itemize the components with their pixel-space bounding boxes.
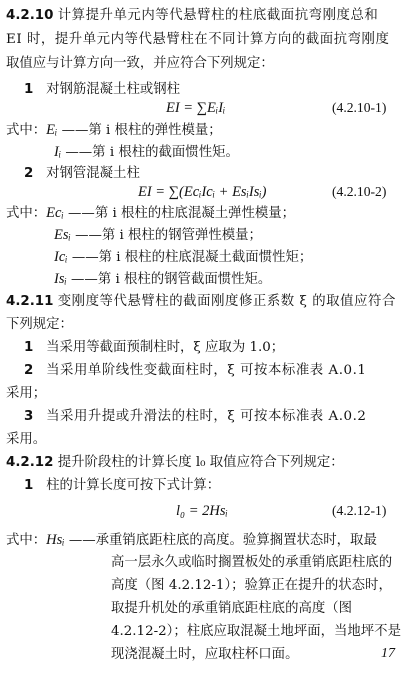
dash: —— <box>71 250 99 265</box>
where-line-hsi <box>6 529 407 551</box>
section-number: 4.2.10 <box>6 8 54 23</box>
dash: —— <box>68 533 96 548</box>
item-number: 1 <box>24 340 34 355</box>
symbol: Eᵢ <box>46 122 58 138</box>
section-4-2-11-line-1 <box>6 291 407 313</box>
symbol: Iᵢ <box>54 144 62 160</box>
dash: —— <box>71 272 98 287</box>
where-line-eci <box>6 202 407 224</box>
definition: 第 i 根柱的钢管截面惯性矩。 <box>97 272 272 287</box>
symbol: Esᵢ <box>54 227 71 243</box>
item-text: 对钢筋混凝土柱或钢柱 <box>46 82 181 97</box>
equation-formula: l₀ = 2Hsᵢ <box>176 503 228 519</box>
item-number: 3 <box>24 409 34 424</box>
symbol: Icᵢ <box>54 249 68 265</box>
paragraph-text: 变刚度等代悬臂柱的截面刚度修正系数 ξ 的取值应符合 <box>57 294 396 309</box>
definition-continuation-3: 取提升机处的承重销底距柱底的高度（图 <box>111 601 353 616</box>
paragraph-text: 提升阶段柱的计算长度 l₀ 取值应符合下列规定： <box>57 455 344 470</box>
symbol: Isᵢ <box>54 271 67 287</box>
where-prefix: 式中： <box>6 533 47 548</box>
item-text: 当采用单阶线性变截面柱时，ξ 可按本标准表 A.0.1 <box>46 363 367 378</box>
definition: 第 i 根柱的柱底混凝土截面惯性矩； <box>98 250 313 265</box>
item-2-line <box>24 360 419 382</box>
item-text: 柱的计算长度可按下式计算： <box>46 478 221 493</box>
dash: —— <box>68 206 95 221</box>
dash: —— <box>75 228 102 243</box>
equation-number: (4.2.10-2) <box>332 184 387 199</box>
item-3-continuation: 采用。 <box>6 432 47 447</box>
symbol: Ecᵢ <box>46 205 64 221</box>
definition-continuation-4: 4.2.12-2）；柱底应取混凝土地坪面，当地坪不是 <box>111 624 401 639</box>
section-4-2-10-line-2: EI 时，提升单元内等代悬臂柱在不同计算方向的截面抗弯刚度 <box>6 32 390 47</box>
where-prefix: 式中： <box>6 206 47 221</box>
item-1-line <box>24 337 419 359</box>
definition: 第 i 根柱的柱底混凝土弹性模量； <box>94 206 296 221</box>
definition-continuation-2: 高度（图 4.2.12-1）；验算正在提升的状态时， <box>111 578 392 593</box>
section-4-2-10-line-1 <box>6 5 407 27</box>
section-4-2-10-line-3: 取值应与计算方向一致，并应符合下列规定： <box>6 56 274 71</box>
definition-continuation-5: 现浇混凝土时，应取柱杯口面。 <box>111 647 299 662</box>
where-line-ii <box>54 141 419 163</box>
equation-4-2-12-1 <box>0 500 419 522</box>
paragraph-text: 计算提升单元内等代悬臂柱的柱底截面抗弯刚度总和 <box>57 8 379 23</box>
definition: 第 i 根柱的截面惯性矩。 <box>92 145 239 160</box>
symbol: Hsᵢ <box>46 532 65 548</box>
definition: 承重销底距柱底的高度。验算搁置状态时，取最 <box>95 533 377 548</box>
section-number: 4.2.11 <box>6 294 54 309</box>
definition: 第 i 根柱的弹性模量； <box>88 123 222 138</box>
where-line-esi <box>54 224 419 246</box>
item-number: 1 <box>24 478 34 493</box>
dash: —— <box>65 145 93 160</box>
page-number: 17 <box>381 646 395 661</box>
where-line-isi <box>54 268 419 290</box>
definition: 第 i 根柱的钢管弹性模量； <box>101 228 262 243</box>
definition-continuation-1: 高一层永久或临时搁置板处的承重销底距柱底的 <box>111 555 393 570</box>
item-text: 当采用等截面预制柱时，ξ 应取为 1.0； <box>46 340 285 355</box>
where-line-ici <box>54 246 419 268</box>
item-1-line <box>24 475 419 497</box>
item-number: 2 <box>24 363 34 378</box>
item-number: 1 <box>24 82 34 97</box>
item-3-line <box>24 406 419 428</box>
item-text: 当采用升提或升滑法的柱时，ξ 可按本标准表 A.0.2 <box>46 409 367 424</box>
where-line-ei <box>6 119 407 141</box>
section-number: 4.2.12 <box>6 455 54 470</box>
equation-4-2-10-2 <box>0 181 419 203</box>
equation-number: (4.2.12-1) <box>332 503 387 518</box>
equation-4-2-10-1 <box>0 97 419 119</box>
where-prefix: 式中： <box>6 123 47 138</box>
equation-number: (4.2.10-1) <box>332 100 387 115</box>
section-4-2-11-line-2: 下列规定： <box>6 317 73 332</box>
item-2-continuation: 采用； <box>6 386 47 401</box>
item-text: 对钢管混凝土柱 <box>46 166 140 181</box>
item-number: 2 <box>24 166 34 181</box>
equation-formula: EI = ∑(EcᵢIcᵢ + EsᵢIsᵢ) <box>138 184 267 200</box>
dash: —— <box>61 123 89 138</box>
equation-formula: EI = ∑EᵢIᵢ <box>166 100 226 116</box>
section-4-2-12-line-1 <box>6 452 407 474</box>
